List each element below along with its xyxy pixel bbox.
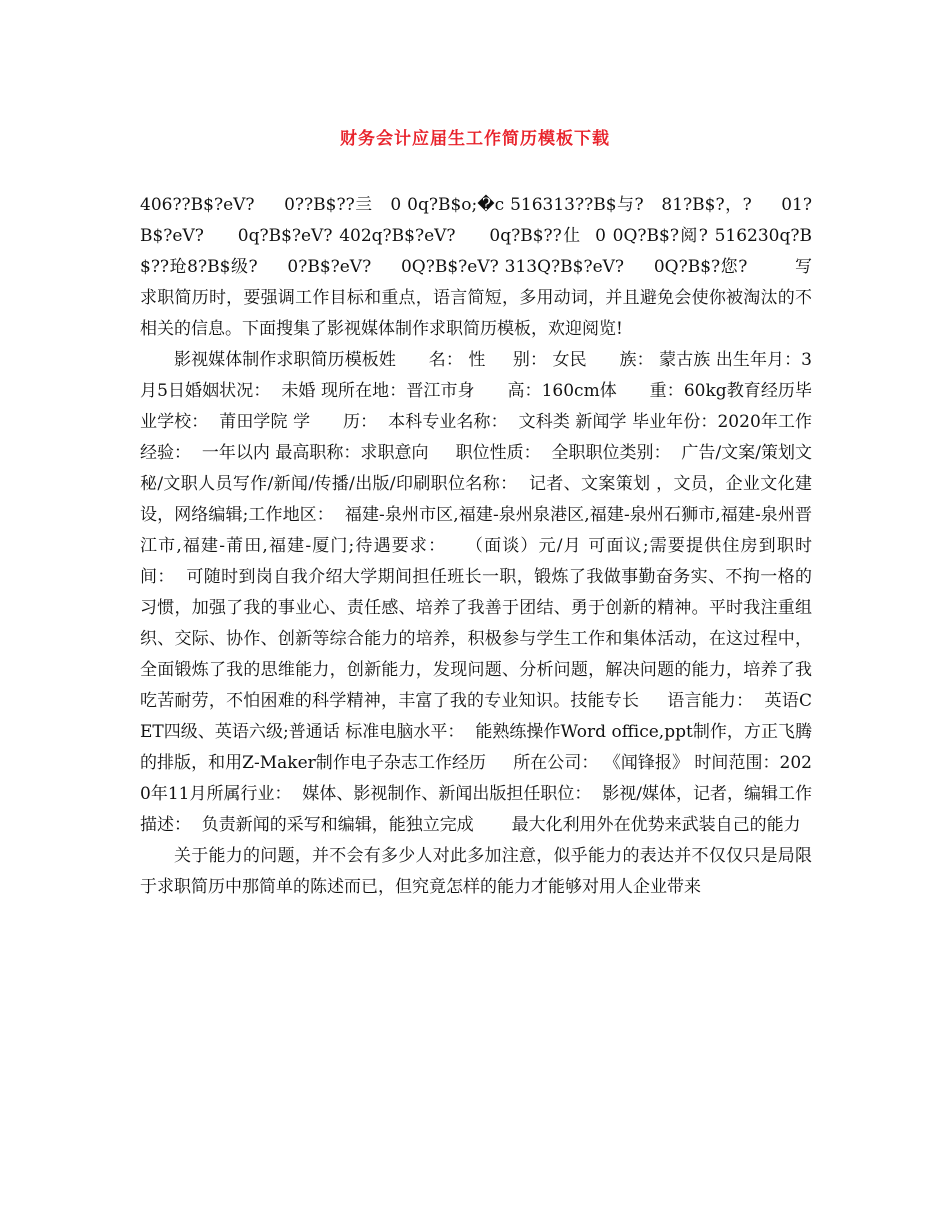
document-title: 财务会计应届生工作简历模板下载 (340, 129, 610, 149)
document-body (140, 190, 812, 903)
paragraph-ability: 关于能力的问题，并不会有多少人对此多加注意，似乎能力的表达并不仅仅只是局限于求职简历中那简单的陈述而已，但究竟怎样的能力才能够对用人企业带来 (140, 846, 812, 897)
paragraph-resume-template: 影视媒体制作求职简历模板姓 名： 性 别： 女民 族： 蒙古族 出生年月：3月5日婚姻状况： 未婚 现所在地：晋江市身 高：160cm体 重：60kg教育经历毕业学校： 莆田学院 学 历： 本科专业名称： 文科类 新闻学 毕业年份：2020年工作经验： 一年以内 最高职称：求职意向 职位性质： 全职职位类别： 广告/文案/策划文秘/文职人员写作/新闻/传播/出版/印刷职位名称： 记者、文案策划 ，文员，企业文化建设，网络编辑;工作地区： 福建-泉州市区,福建-泉州泉港区,福建-泉州石狮市,福建-泉州晋江市,福建-莆田,福建-厦门;待遇要求： （面谈）元/月 可面议;需要提供住房到职时间： 可随时到岗自我介绍大学期间担任班长一职，锻炼了我做事勤奋务实、不拘一格的习惯，加强了我的事业心、责任感、培养了我善于团结、勇于创新的精神。平时我注重组织、交际、协作、创新等综合能力的培养，积极参与学生工作和集体活动，在这过程中，全面锻炼了我的思维能力，创新能力，发现问题、分析问题，解决问题的能力，培养了我吃苦耐劳，不怕困难的科学精神，丰富了我的专业知识。技能专长 语言能力： 英语CET四级、英语六级;普通话 标准电脑水平： 能熟练操作Word office,ppt制作，方正飞腾的排版，和用Z-Maker制作电子杂志工作经历 所在公司： 《闻锋报》 时间范围：2020年11月所属行业： 媒体、影视制作、新闻出版担任职位： 影视/媒体，记者，编辑工作描述： 负责新闻的采写和编辑，能独立完成 最大化利用外在优势来武装自己的能力 (140, 350, 812, 835)
paragraph-intro: 406??B$?eV? 0??B$??亖 0 0q?B$o;�c 516313??B$与? 81?B$?，? 01?B$?eV? 0q?B$?eV? 402q?B$?eV? 0q?B$??仩 0 0Q?B$?阅? 516230q?B$??玱8?B$级? 0?B$?eV? 0Q?B$?eV? 313Q?B$?eV? 0Q?B$?您? 写求职简历时，要强调工作目标和重点，语言简短，多用动词，并且避免会使你被淘汰的不相关的信息。下面搜集了影视媒体制作求职简历模板，欢迎阅览! (140, 195, 812, 339)
